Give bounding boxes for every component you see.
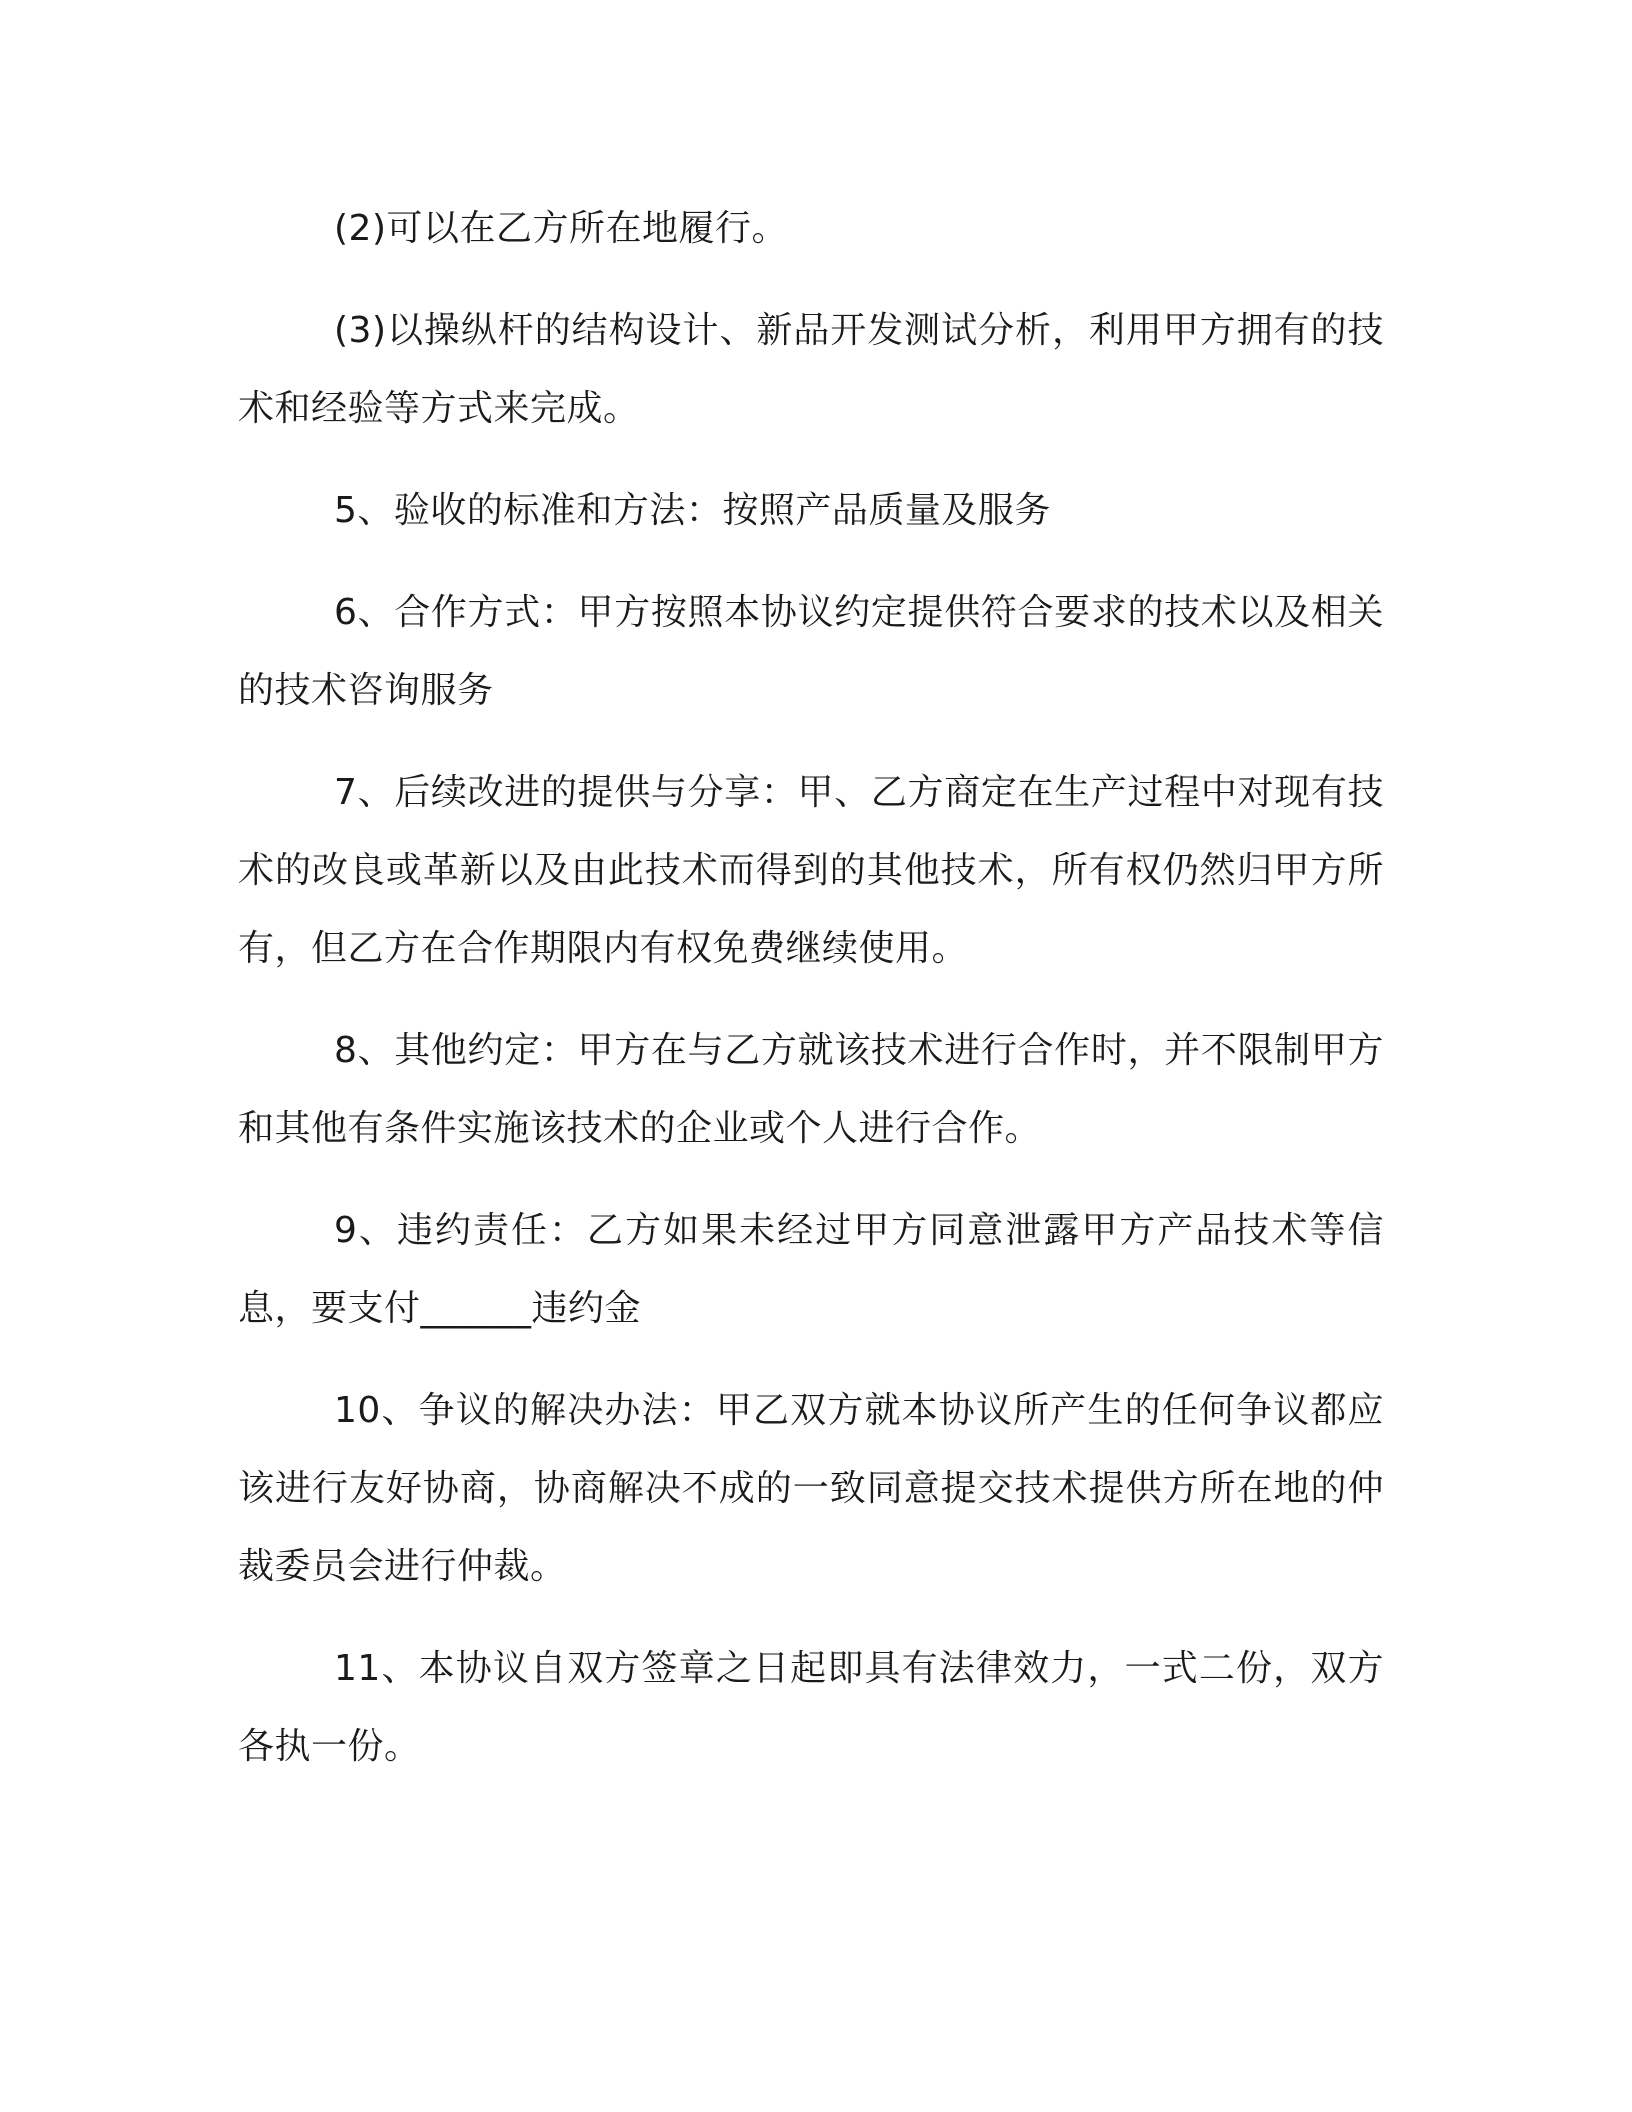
paragraph-performance-method: (3)以操纵杆的结构设计、新品开发测试分析，利用甲方拥有的技术和经验等方式来完成。 [238,310,1384,429]
paragraph-dispute-resolution: 10、争议的解决办法：甲乙双方就本协议所产生的任何争议都应该进行友好协商，协商解决不成的一致同意提交技术提供方所在地的仲裁委员会进行仲裁。 [238,1390,1384,1587]
paragraph-acceptance-standard: 5、验收的标准和方法：按照产品质量及服务 [334,490,1051,531]
paragraph-other-agreements: 8、其他约定：甲方在与乙方就该技术进行合作时，并不限制甲方和其他有条件实施该技术的企业或个人进行合作。 [238,1030,1384,1149]
paragraph-performance-location: (2)可以在乙方所在地履行。 [334,208,788,249]
paragraph-cooperation-method: 6、合作方式：甲方按照本协议约定提供符合要求的技术以及相关的技术咨询服务 [238,592,1384,711]
document-body [238,190,1384,1810]
paragraph-breach-liability: 9、违约责任：乙方如果未经过甲方同意泄露甲方产品技术等信息，要支付______违约金 [238,1210,1384,1329]
paragraph-improvement-sharing: 7、后续改进的提供与分享：甲、乙方商定在生产过程中对现有技术的改良或革新以及由此技术而得到的其他技术，所有权仍然归甲方所有，但乙方在合作期限内有权免费继续使用。 [238,772,1384,969]
paragraph-effectiveness: 11、本协议自双方签章之日起即具有法律效力，一式二份，双方各执一份。 [238,1648,1384,1767]
